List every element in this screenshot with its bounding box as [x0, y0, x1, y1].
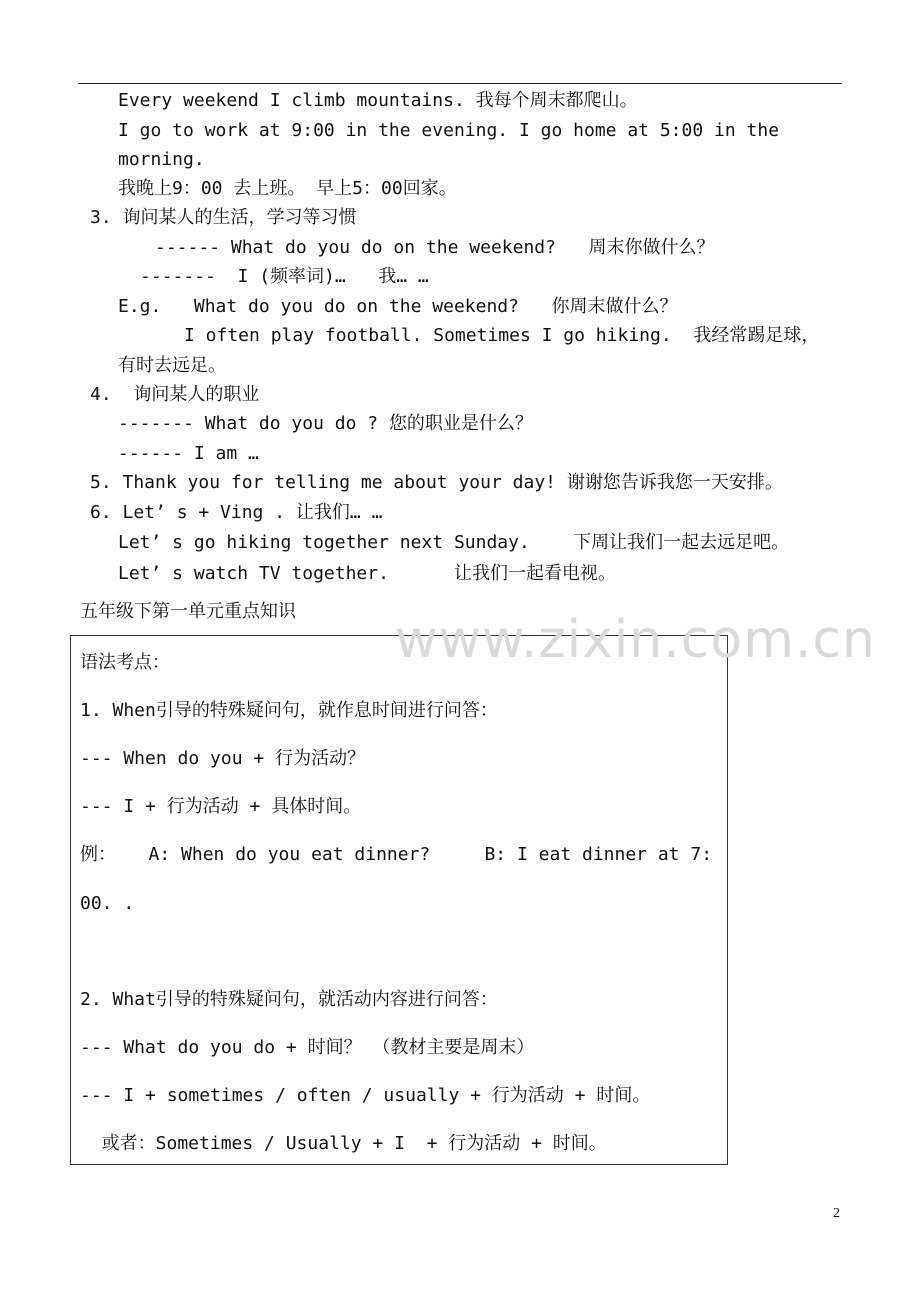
text-line: Let’ s go hiking together next Sunday. 下周让我们一起去远足吧。: [118, 532, 790, 553]
text-line: morning.: [118, 149, 205, 170]
header-rule: [78, 83, 842, 84]
text-line: I often play football. Sometimes I go hiking. 我经常踢足球，: [184, 325, 820, 346]
unit-title: 五年级下第一单元重点知识: [80, 601, 296, 622]
text-line: ------ I am …: [118, 443, 259, 464]
box-line: --- What do you do + 时间？ （教材主要是周末）: [80, 1037, 535, 1058]
text-line: ------- I (频率词)… 我… …: [140, 266, 429, 287]
box-line: --- I + sometimes / often / usually + 行为活动 + 时间。: [80, 1085, 651, 1106]
page-number: 2: [833, 1206, 840, 1221]
section-heading-3: 3. 询问某人的生活，学习等习惯: [90, 207, 357, 228]
box-heading: 语法考点：: [80, 652, 170, 673]
text-line: Let’ s watch TV together. 让我们一起看电视。: [118, 563, 616, 584]
box-line: --- When do you + 行为活动？: [80, 748, 366, 769]
section-heading-6: 6. Let’ s + Ving . 让我们… …: [90, 502, 383, 523]
box-line: 00. .: [80, 893, 135, 914]
box-line: 2. What引导的特殊疑问句，就活动内容进行问答：: [80, 989, 498, 1010]
text-line: I go to work at 9:00 in the evening. I go home at 5:00 in the: [118, 120, 780, 141]
watermark: www.zixin.com.cn: [395, 610, 876, 670]
section-heading-5: 5. Thank you for telling me about your day! 谢谢您告诉我您一天安排。: [90, 472, 783, 493]
box-line: 例： A: When do you eat dinner? B: I eat dinner at 7:: [80, 844, 713, 865]
text-line: 我晚上9：00 去上班。 早上5：00回家。: [118, 178, 457, 199]
text-line: ------- What do you do ? 您的职业是什么？: [118, 413, 533, 434]
text-line: ------ What do you do on the weekend? 周末你做什么？: [155, 237, 715, 258]
text-line: E.g. What do you do on the weekend? 你周末做什么？: [118, 296, 678, 317]
box-line: 或者：Sometimes / Usually + I + 行为活动 + 时间。: [80, 1133, 607, 1154]
box-line: 1. When引导的特殊疑问句，就作息时间进行问答：: [80, 700, 498, 721]
section-heading-4: 4. 询问某人的职业: [90, 384, 260, 405]
text-line: 有时去远足。: [118, 355, 226, 376]
grammar-box: [70, 635, 728, 1165]
text-line: Every weekend I climb mountains. 我每个周末都爬山。: [118, 90, 638, 111]
box-line: --- I + 行为活动 + 具体时间。: [80, 796, 362, 817]
